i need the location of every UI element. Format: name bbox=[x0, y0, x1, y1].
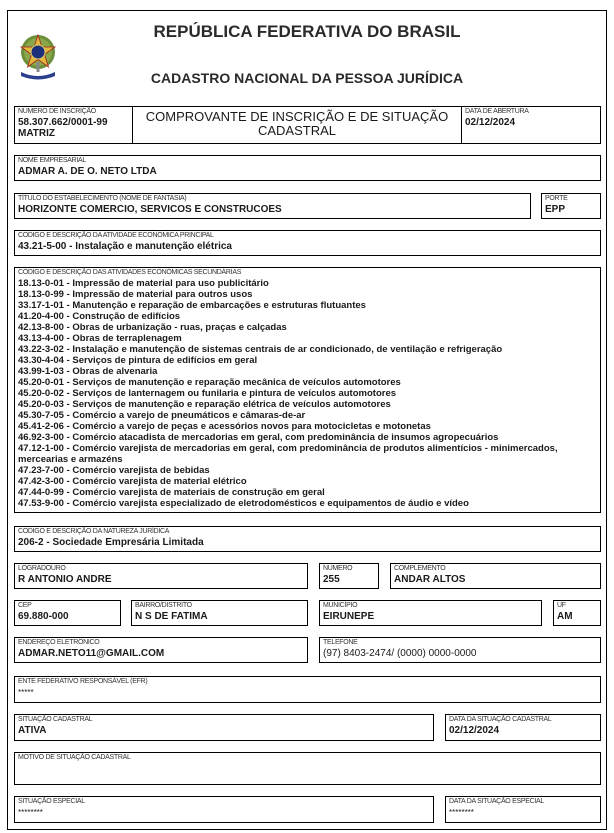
comprovante-title-line2: CADASTRAL bbox=[257, 123, 337, 138]
motivo-situacao-box bbox=[14, 752, 601, 785]
situacao-cadastral-label: SITUAÇÃO CADASTRAL bbox=[18, 716, 93, 723]
header-subtitle: CADASTRO NACIONAL DA PESSOA JURÍDICA bbox=[150, 70, 464, 86]
situacao-cadastral-value: ATIVA bbox=[18, 725, 47, 736]
list-item: 18.13-0-01 - Impressão de material para uso publicitário bbox=[18, 278, 269, 289]
list-item: 43.22-3-02 - Instalação e manutenção de sistemas centrais de ar condicionado, de ventilação e refrigeração bbox=[18, 344, 503, 355]
efr-value: ***** bbox=[18, 688, 34, 697]
list-item: 18.13-0-99 - Impressão de material para outros usos bbox=[18, 289, 253, 300]
list-item: 47.53-9-00 - Comércio varejista especializado de eletrodomésticos e equipamentos de áudio e vídeo bbox=[18, 498, 469, 509]
atividades-secundarias-list bbox=[18, 278, 597, 509]
list-item: 46.92-3-00 - Comércio atacadista de mercadorias em geral, com predominância de insumos agropecuários bbox=[18, 432, 499, 443]
motivo-situacao-label: MOTIVO DE SITUAÇÃO CADASTRAL bbox=[18, 754, 131, 761]
uf-value: AM bbox=[557, 611, 573, 622]
situacao-cadastral-box bbox=[14, 714, 434, 741]
atividades-secundarias-box bbox=[14, 267, 601, 513]
list-item: 47.23-7-00 - Comércio varejista de bebidas bbox=[18, 465, 210, 476]
bairro-value: N S DE FATIMA bbox=[135, 611, 208, 622]
list-item: 45.20-0-03 - Serviços de manutenção e reparação elétrica de veículos automotores bbox=[18, 399, 391, 410]
numero-value: 255 bbox=[323, 574, 340, 585]
data-situacao-cadastral-box bbox=[445, 714, 601, 741]
numero-label: NÚMERO bbox=[323, 565, 353, 572]
list-item: 45.20-0-02 - Serviços de lanternagem ou funilaria e pintura de veículos automotores bbox=[18, 388, 397, 399]
municipio-label: MUNICÍPIO bbox=[323, 602, 358, 609]
atividade-principal-value: 43.21-5-00 - Instalação e manutenção elétrica bbox=[18, 241, 232, 252]
data-situacao-cadastral-value: 02/12/2024 bbox=[449, 725, 500, 736]
cep-label: CEP bbox=[18, 602, 32, 609]
complemento-box bbox=[390, 563, 601, 589]
municipio-box bbox=[319, 600, 542, 626]
municipio-value: EIRUNEPE bbox=[323, 611, 375, 622]
email-label: ENDEREÇO ELETRÔNICO bbox=[18, 639, 100, 646]
porte-value: EPP bbox=[545, 204, 566, 215]
email-value: ADMAR.NETO11@GMAIL.COM bbox=[18, 648, 165, 659]
bairro-box bbox=[131, 600, 308, 626]
list-item: 45.41-2-06 - Comércio a varejo de peças e acessórios novos para motocicletas e motonetas bbox=[18, 421, 431, 432]
email-box bbox=[14, 637, 308, 663]
numero-inscricao-label: NÚMERO DE INSCRIÇÃO bbox=[18, 108, 96, 115]
atividade-principal-label: CÓDIGO E DESCRIÇÃO DA ATIVIDADE ECONÔMICA PRINCIPAL bbox=[18, 232, 214, 239]
logradouro-value: R ANTONIO ANDRE bbox=[18, 574, 112, 585]
list-item: 47.42-3-00 - Comércio varejista de material elétrico bbox=[18, 476, 247, 487]
list-item: 33.17-1-01 - Manutenção e reparação de embarcações e estruturas flutuantes bbox=[18, 300, 366, 311]
titulo-value: HORIZONTE COMERCIO, SERVICOS E CONSTRUCOES bbox=[18, 204, 282, 215]
list-item: 43.13-4-00 - Obras de terraplenagem bbox=[18, 333, 182, 344]
situacao-especial-label: SITUAÇÃO ESPECIAL bbox=[18, 798, 85, 805]
data-abertura-box bbox=[461, 106, 601, 144]
cep-box bbox=[14, 600, 121, 626]
logradouro-label: LOGRADOURO bbox=[18, 565, 66, 572]
situacao-especial-value: ******** bbox=[18, 808, 43, 817]
numero-box bbox=[319, 563, 379, 589]
cnpj-value: 58.307.662/0001-99 bbox=[18, 117, 108, 128]
data-situacao-especial-value: ******** bbox=[449, 808, 474, 817]
list-item: mercearias e armazéns bbox=[18, 454, 123, 465]
atividade-principal-box bbox=[14, 230, 601, 256]
porte-label: PORTE bbox=[545, 195, 568, 202]
list-item: 43.30-4-04 - Serviços de pintura de edifícios em geral bbox=[18, 355, 258, 366]
data-situacao-cadastral-label: DATA DA SITUAÇÃO CADASTRAL bbox=[449, 716, 552, 723]
header-title: REPÚBLICA FEDERATIVA DO BRASIL bbox=[153, 22, 461, 41]
uf-box bbox=[553, 600, 601, 626]
titulo-estabelecimento-box bbox=[14, 193, 531, 219]
nome-empresarial-box bbox=[14, 155, 601, 181]
telefone-label: TELEFONE bbox=[323, 639, 358, 646]
list-item: 45.20-0-01 - Serviços de manutenção e reparação mecânica de veículos automotores bbox=[18, 377, 401, 388]
complemento-label: COMPLEMENTO bbox=[394, 565, 446, 572]
data-abertura-label: DATA DE ABERTURA bbox=[465, 108, 529, 115]
data-abertura-value: 02/12/2024 bbox=[465, 117, 516, 128]
cep-value: 69.880-000 bbox=[18, 611, 69, 622]
titulo-label: TÍTULO DO ESTABELECIMENTO (NOME DE FANTASIA) bbox=[18, 195, 187, 202]
list-item: 41.20-4-00 - Construção de edifícios bbox=[18, 311, 181, 322]
telefone-box bbox=[319, 637, 601, 663]
efr-box bbox=[14, 676, 601, 703]
uf-label: UF bbox=[557, 602, 566, 609]
comprovante-title-line1: COMPROVANTE DE INSCRIÇÃO E DE SITUAÇÃO bbox=[145, 109, 449, 124]
list-item: 42.13-8-00 - Obras de urbanização - ruas, praças e calçadas bbox=[18, 322, 287, 333]
tipo-value: MATRIZ bbox=[18, 128, 56, 139]
natureza-juridica-label: CÓDIGO E DESCRIÇÃO DA NATUREZA JURÍDICA bbox=[18, 528, 170, 535]
natureza-juridica-box bbox=[14, 526, 601, 552]
data-situacao-especial-box bbox=[445, 796, 601, 823]
comprovante-title-box bbox=[132, 106, 462, 144]
list-item: 43.99-1-03 - Obras de alvenaria bbox=[18, 366, 158, 377]
atividades-secundarias-label: CÓDIGO E DESCRIÇÃO DAS ATIVIDADES ECONÔMICAS SECUNDÁRIAS bbox=[18, 269, 242, 276]
bairro-label: BAIRRO/DISTRITO bbox=[135, 602, 192, 609]
list-item: 45.30-7-05 - Comércio a varejo de pneumáticos e câmaras-de-ar bbox=[18, 410, 306, 421]
complemento-value: ANDAR ALTOS bbox=[394, 574, 466, 585]
data-situacao-especial-label: DATA DA SITUAÇÃO ESPECIAL bbox=[449, 798, 544, 805]
nome-empresarial-label: NOME EMPRESARIAL bbox=[18, 157, 86, 164]
natureza-juridica-value: 206-2 - Sociedade Empresária Limitada bbox=[18, 537, 204, 548]
efr-label: ENTE FEDERATIVO RESPONSÁVEL (EFR) bbox=[18, 678, 148, 685]
situacao-especial-box bbox=[14, 796, 434, 823]
numero-inscricao-box bbox=[14, 106, 133, 144]
telefone-value: (97) 8403-2474/ (0000) 0000-0000 bbox=[323, 648, 477, 659]
logradouro-box bbox=[14, 563, 308, 589]
list-item: 47.44-0-99 - Comércio varejista de materiais de construção em geral bbox=[18, 487, 325, 498]
comprovante-title bbox=[133, 110, 461, 138]
nome-empresarial-value: ADMAR A. DE O. NETO LTDA bbox=[18, 166, 157, 177]
list-item: 47.12-1-00 - Comércio varejista de mercadorias em geral, com predominância de produtos alimentícios - minimercados, bbox=[18, 443, 558, 454]
porte-box bbox=[541, 193, 601, 219]
